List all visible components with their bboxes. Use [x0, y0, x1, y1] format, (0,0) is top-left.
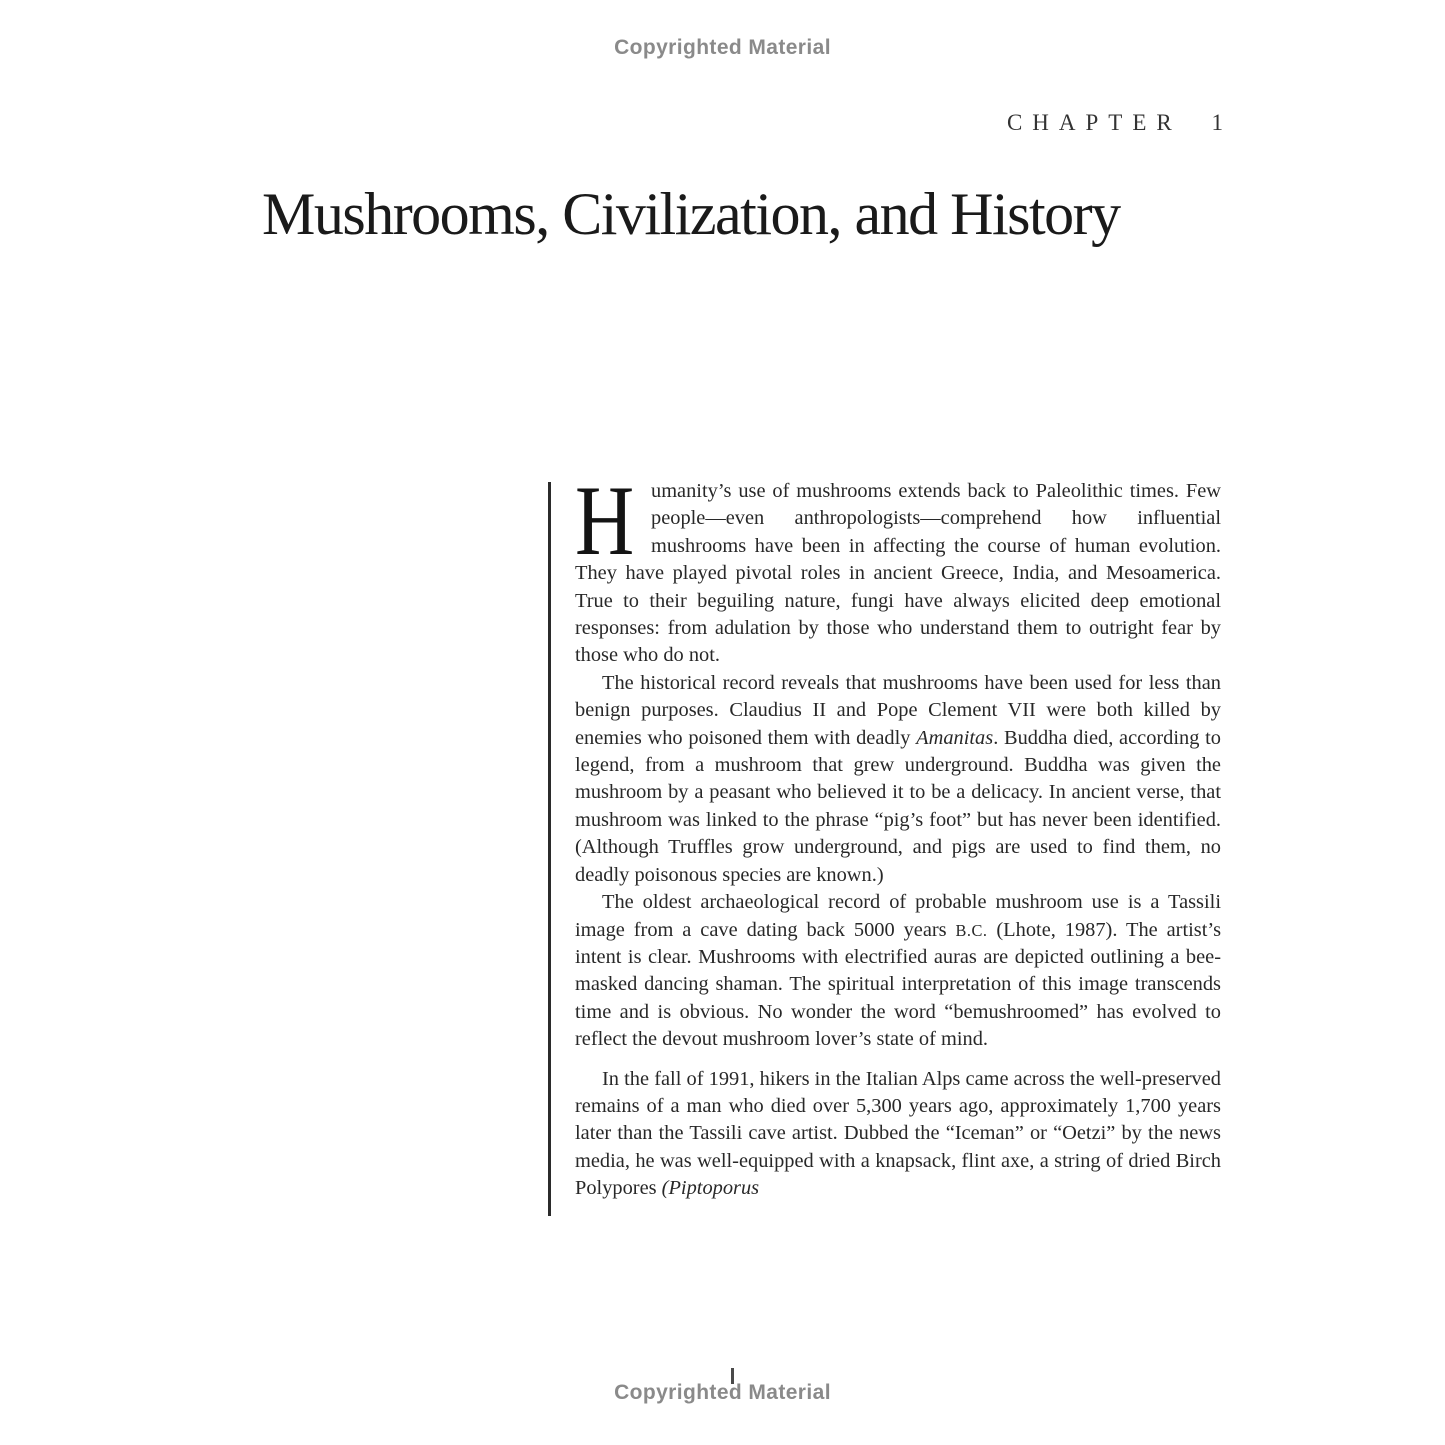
text-run: The historical record reveals that mushrooms have been used for less than benign purposes. Claudius II and Pope Clement VII were both killed by enemies who poisoned them with deadly	[575, 671, 1221, 749]
text-run: . Buddha died, according to legend, from a mushroom that grew underground. Buddha was given the mushroom by a peasant who believed it to be a delicacy. In ancient verse, that mushroom was linked to the phrase “pig’s foot” but has never been identified. (Although Truffles grow underground, and pigs are used to find them, no deadly poisonous species are known.)	[575, 726, 1222, 886]
paragraph	[575, 465, 1221, 670]
text-run: The oldest archaeological record of probable mushroom use is a Tassili image from a cave dating back 5000 years	[575, 891, 1221, 941]
text-run: umanity’s use of mushrooms extends back to Paleolithic times. Few people—even anthropologists—comprehend how influential mushrooms have been in affecting the course of human evolution. They have played pivotal roles in ancient Greece, India, and Mesoamerica. True to their beguiling nature, fungi have always elicited deep emotional responses: from adulation by those who understand them to outright fear by those who do not.	[575, 480, 1221, 667]
text-run: In the fall of 1991, hikers in the Italian Alps came across the well-preserved remains of a man who died over 5,300 years ago, approximately 1,700 years later than the Tassili cave artist. Dubbed the “Iceman” or “Oetzi” by the news media, he was well-equipped with a knapsack, flint axe, a string of dried Birch Polypores	[575, 1067, 1221, 1200]
copyright-banner-bottom: Copyrighted Material	[614, 1381, 831, 1404]
paragraph	[575, 1066, 1221, 1203]
paragraph-text	[575, 672, 1221, 886]
italic-text: Amanitas	[916, 726, 994, 749]
paragraph-text	[575, 891, 1221, 1050]
chapter-heading	[575, 110, 1233, 136]
text-run: (Lhote, 1987). The artist’s intent is clear. Mushrooms with electrified auras are depicted outlining a bee-masked dancing shaman. The spiritual interpretation of this image transcends time and is obvious. No wonder the word “bemushroomed” has evolved to reflect the devout mushroom lover’s state of mind.	[575, 918, 1221, 1051]
paragraph-text	[575, 1068, 1221, 1200]
copyright-banner-top: Copyrighted Material	[614, 36, 831, 59]
paragraph	[575, 670, 1221, 889]
left-rule	[548, 482, 551, 1216]
page-title: Mushrooms, Civilization, and History	[262, 181, 1120, 247]
paragraph-text	[575, 465, 1221, 667]
smallcaps-text: B.C.	[955, 920, 988, 940]
body-text-column	[575, 465, 1222, 1203]
paragraph	[575, 889, 1221, 1053]
italic-text: (Piptoporus	[661, 1177, 760, 1200]
chapter-label: CHAPTER 1	[1006, 110, 1233, 135]
dropcap-letter: H	[575, 465, 635, 576]
